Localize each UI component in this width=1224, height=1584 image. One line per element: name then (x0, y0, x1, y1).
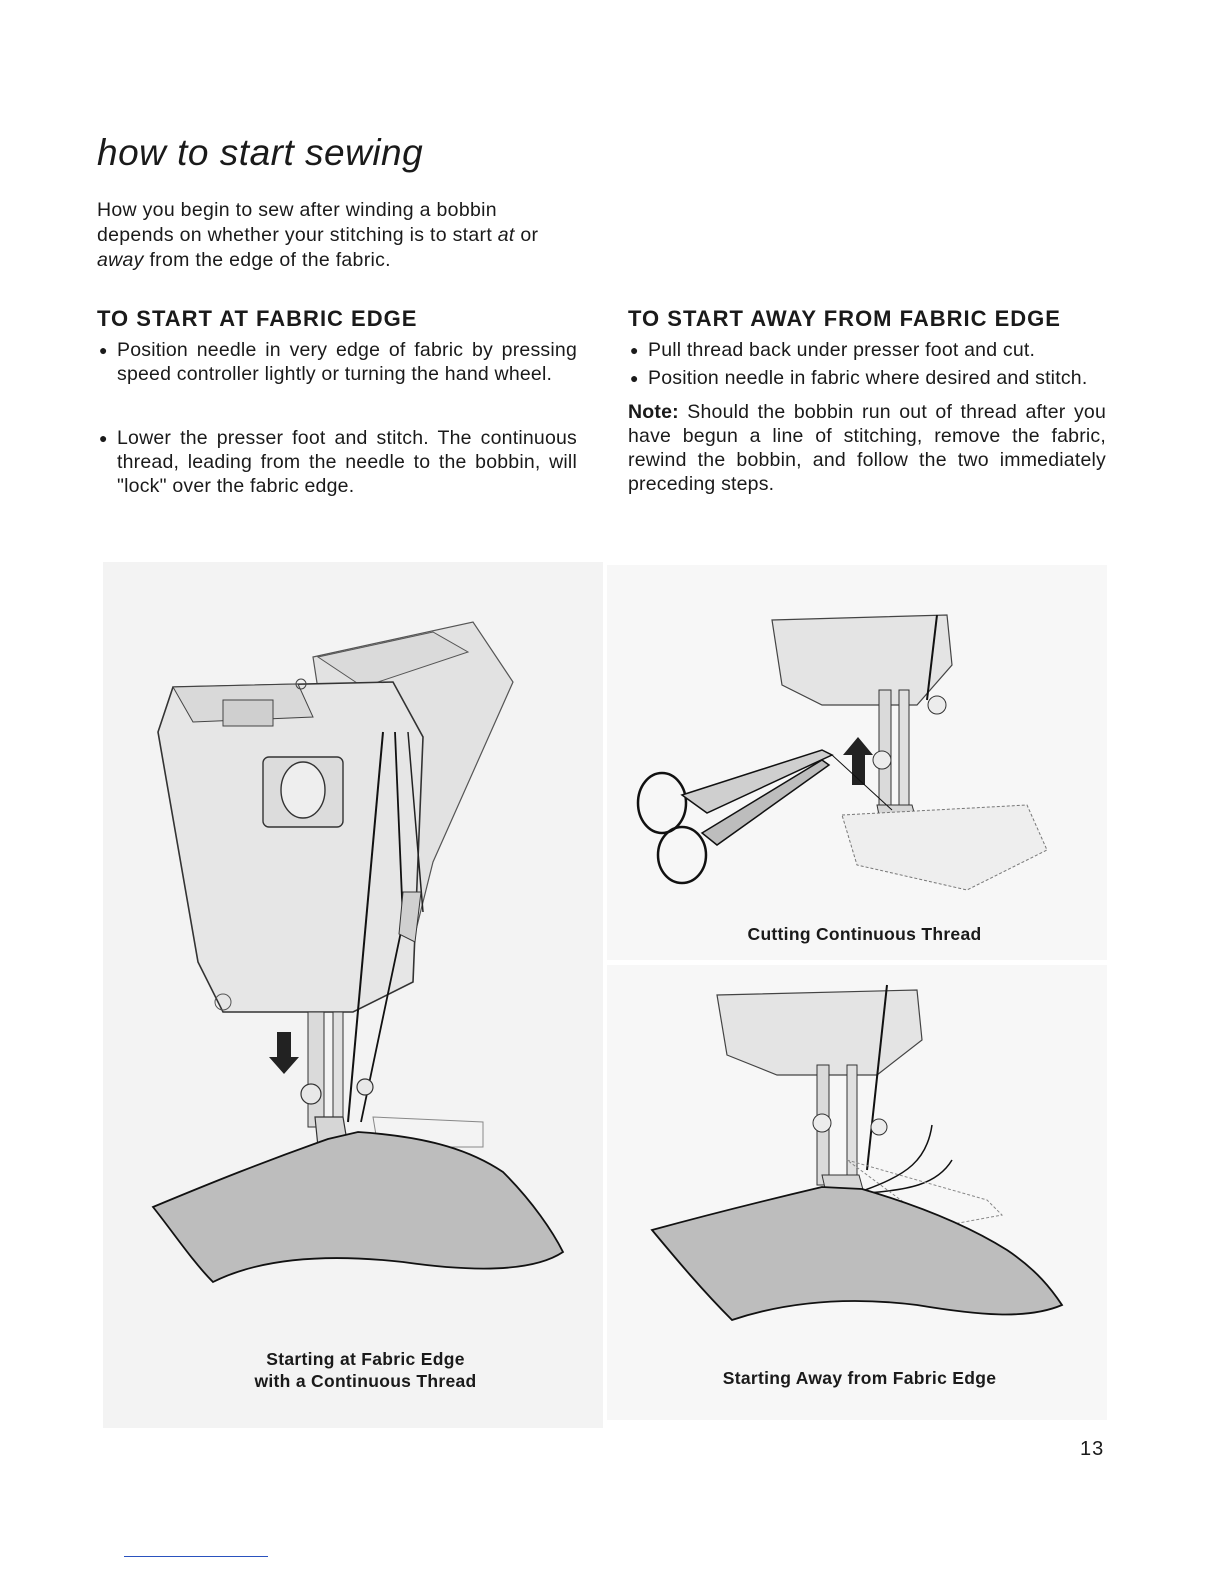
illustration-start-away (607, 965, 1107, 1420)
note-label: Note: (628, 401, 679, 423)
caption-left-line2: with a Continuous Thread (254, 1371, 477, 1391)
bullet-dot-icon: ● (99, 342, 108, 358)
intro-paragraph (97, 198, 577, 273)
illustration-cutting-thread (607, 565, 1107, 960)
left-bullet-1-text: Position needle in very edge of fabric by pressing speed controller lightly or turning the hand wheel. (117, 339, 577, 385)
caption-left-line1: Starting at Fabric Edge (266, 1349, 465, 1369)
right-bullet-2 (628, 366, 1106, 390)
note-text: Should the bobbin run out of thread after you have begun a line of stitching, remove the fabric, rewind the bobbin, and follow the two immediately preceding steps. (628, 401, 1106, 495)
bullet-dot-icon: ● (630, 370, 639, 386)
right-heading: TO START AWAY FROM FABRIC EDGE (628, 306, 1061, 331)
intro-at: at (497, 224, 515, 246)
caption-left (223, 1348, 508, 1392)
page-number: 13 (1080, 1438, 1105, 1460)
presser-foot-icon (607, 965, 1107, 1420)
left-bullet-1 (97, 338, 577, 386)
left-bullet-2-text: Lower the presser foot and stitch. The continuous thread, leading from the needle to the bobbin, will "lock" over the fabric edge. (117, 427, 577, 497)
intro-away: away (97, 249, 144, 271)
note-paragraph (628, 400, 1106, 496)
page-title: how to start sewing (97, 132, 424, 173)
right-bullet-1 (628, 338, 1106, 362)
illustration-start-at-edge (103, 562, 603, 1428)
intro-or: or (514, 224, 539, 246)
caption-right-top: Cutting Continuous Thread (747, 924, 982, 944)
right-bullet-2-text: Position needle in fabric where desired and stitch. (648, 367, 1088, 389)
footer-rule (124, 1556, 268, 1557)
intro-part2: from the edge of the fabric. (143, 249, 391, 271)
left-heading: TO START AT FABRIC EDGE (97, 306, 418, 331)
intro-part1: How you begin to sew after winding a bobbin depends on whether your stitching is to start (97, 199, 498, 246)
scissors-icon (607, 565, 1107, 960)
right-bullet-1-text: Pull thread back under presser foot and cut. (648, 339, 1036, 361)
sewing-machine-head-icon (103, 562, 603, 1428)
caption-right-bottom: Starting Away from Fabric Edge (722, 1368, 997, 1388)
right-column (628, 306, 1106, 496)
bullet-dot-icon: ● (99, 430, 108, 446)
left-bullet-2 (97, 426, 577, 498)
left-column (97, 306, 577, 498)
bullet-dot-icon: ● (630, 342, 639, 358)
